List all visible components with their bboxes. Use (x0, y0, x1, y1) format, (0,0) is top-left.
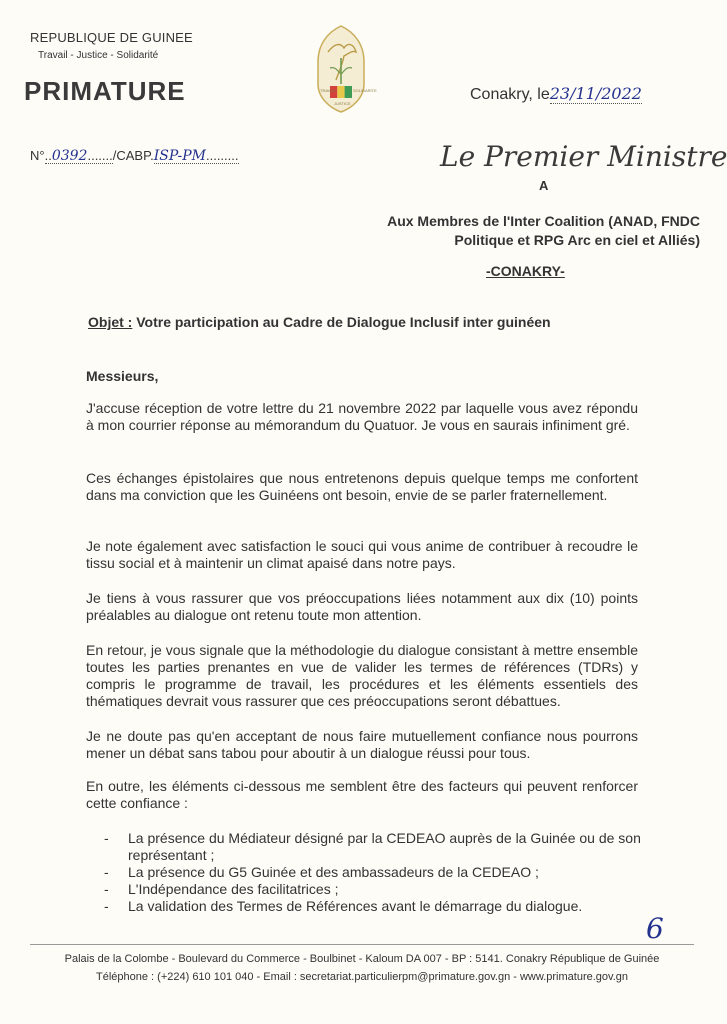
recipient-address (280, 212, 700, 250)
recipient-line-1: Aux Membres de l'Inter Coalition (ANAD, FNDC (387, 213, 700, 229)
reference-code: ISP-PM (153, 148, 206, 164)
date-line (470, 84, 642, 104)
list-item: - La présence du Médiateur désigné par la CEDEAO auprès de la Guinée ou de son représentant ; (104, 830, 664, 864)
list-item: - La validation des Termes de Références avant le démarrage du dialogue. (104, 898, 664, 915)
reference-number-value: 0392 (51, 148, 88, 164)
recipient-city (486, 263, 565, 279)
subject-line (88, 314, 551, 330)
emblem-label-left: TRAVAIL (320, 88, 337, 93)
reference-number: N°..0392......./CABP.ISP-PM......... (30, 148, 239, 164)
footer-address: Palais de la Colombe - Boulevard du Commerce - Boulbinet - Kaloum DA 007 - BP : 5141. Conakry République de Guinée (64, 953, 660, 965)
paragraph: Ces échanges épistolaires que nous entretenons depuis quelque temps me confortent dans ma conviction que les Guinéens ont besoin, envie de se parler fraternellement. (86, 470, 638, 503)
subject-text: Votre participation au Cadre de Dialogue Inclusif inter guinéen (136, 314, 551, 330)
emblem-label-bottom: JUSTICE (334, 101, 351, 106)
paragraph: En retour, je vous signale que la méthodologie du dialogue consistant à mettre ensemble toutes les parties prenantes en vue de valider les termes de références (TDRs) y compris le programme de travail, les procédures et les éléments essentiels des thématiques devrait vous rassurer que ces préoccupations seront débattues. (86, 642, 638, 709)
national-motto: Travail - Justice - Solidarité (38, 50, 159, 61)
subject-label: Objet : (88, 314, 133, 330)
emblem-label-right: SOLIDARITE (353, 88, 377, 93)
footer-divider (30, 944, 694, 945)
salutation: Messieurs, (86, 368, 159, 384)
reference-middle: /CABP. (112, 148, 154, 163)
paragraph: Je note également avec satisfaction le souci qui vous anime de contribuer à recoudre le tissu social et à maintenir un climat apaisé dans notre pays. (86, 538, 638, 571)
date-value: 23/11/2022 (549, 84, 642, 103)
list-item: - L'Indépendance des facilitatrices ; (104, 881, 664, 898)
footer-contact: Téléphone : (+224) 610 101 040 - Email : secretariat.particulierpm@primature.gov.gn - www.primature.gov.gn (96, 971, 628, 983)
office-name: PRIMATURE (24, 76, 186, 106)
republic-name: REPUBLIQUE DE GUINEE (30, 30, 193, 45)
paragraph: J'accuse réception de votre lettre du 21 novembre 2022 par laquelle vous avez répondu à mon courrier réponse au mémorandum du Quatuor. Je vous en saurais infiniment gré. (86, 400, 638, 433)
paragraph: En outre, les éléments ci-dessous me semblent être des facteurs qui peuvent renforcer cette confiance : (86, 778, 638, 811)
addressee-marker: A (539, 178, 549, 193)
list-item: - La présence du G5 Guinée et des ambassadeurs de la CEDEAO ; (104, 864, 664, 881)
reference-prefix: N° (30, 148, 45, 163)
paragraph: Je tiens à vous rassurer que vos préoccupations liées notamment aux dix (10) points préalables au dialogue ont retenu toute mon attention. (86, 590, 638, 623)
sender-title: Le Premier Ministre (440, 140, 727, 173)
handwritten-page-mark: 6 (646, 912, 664, 945)
recipient-line-2: Politique et RPG Arc en ciel et Alliés) (454, 232, 700, 248)
coat-of-arms-emblem (308, 22, 377, 114)
conditions-list (104, 830, 664, 915)
recipient-city-text: -CONAKRY- (486, 263, 565, 279)
paragraph: Je ne doute pas qu'en acceptant de nous faire mutuellement confiance nous pourrons mener un débat sans tabou pour aboutir à un dialogue réussi pour tous. (86, 728, 638, 761)
date-prefix: Conakry, le (470, 86, 550, 103)
